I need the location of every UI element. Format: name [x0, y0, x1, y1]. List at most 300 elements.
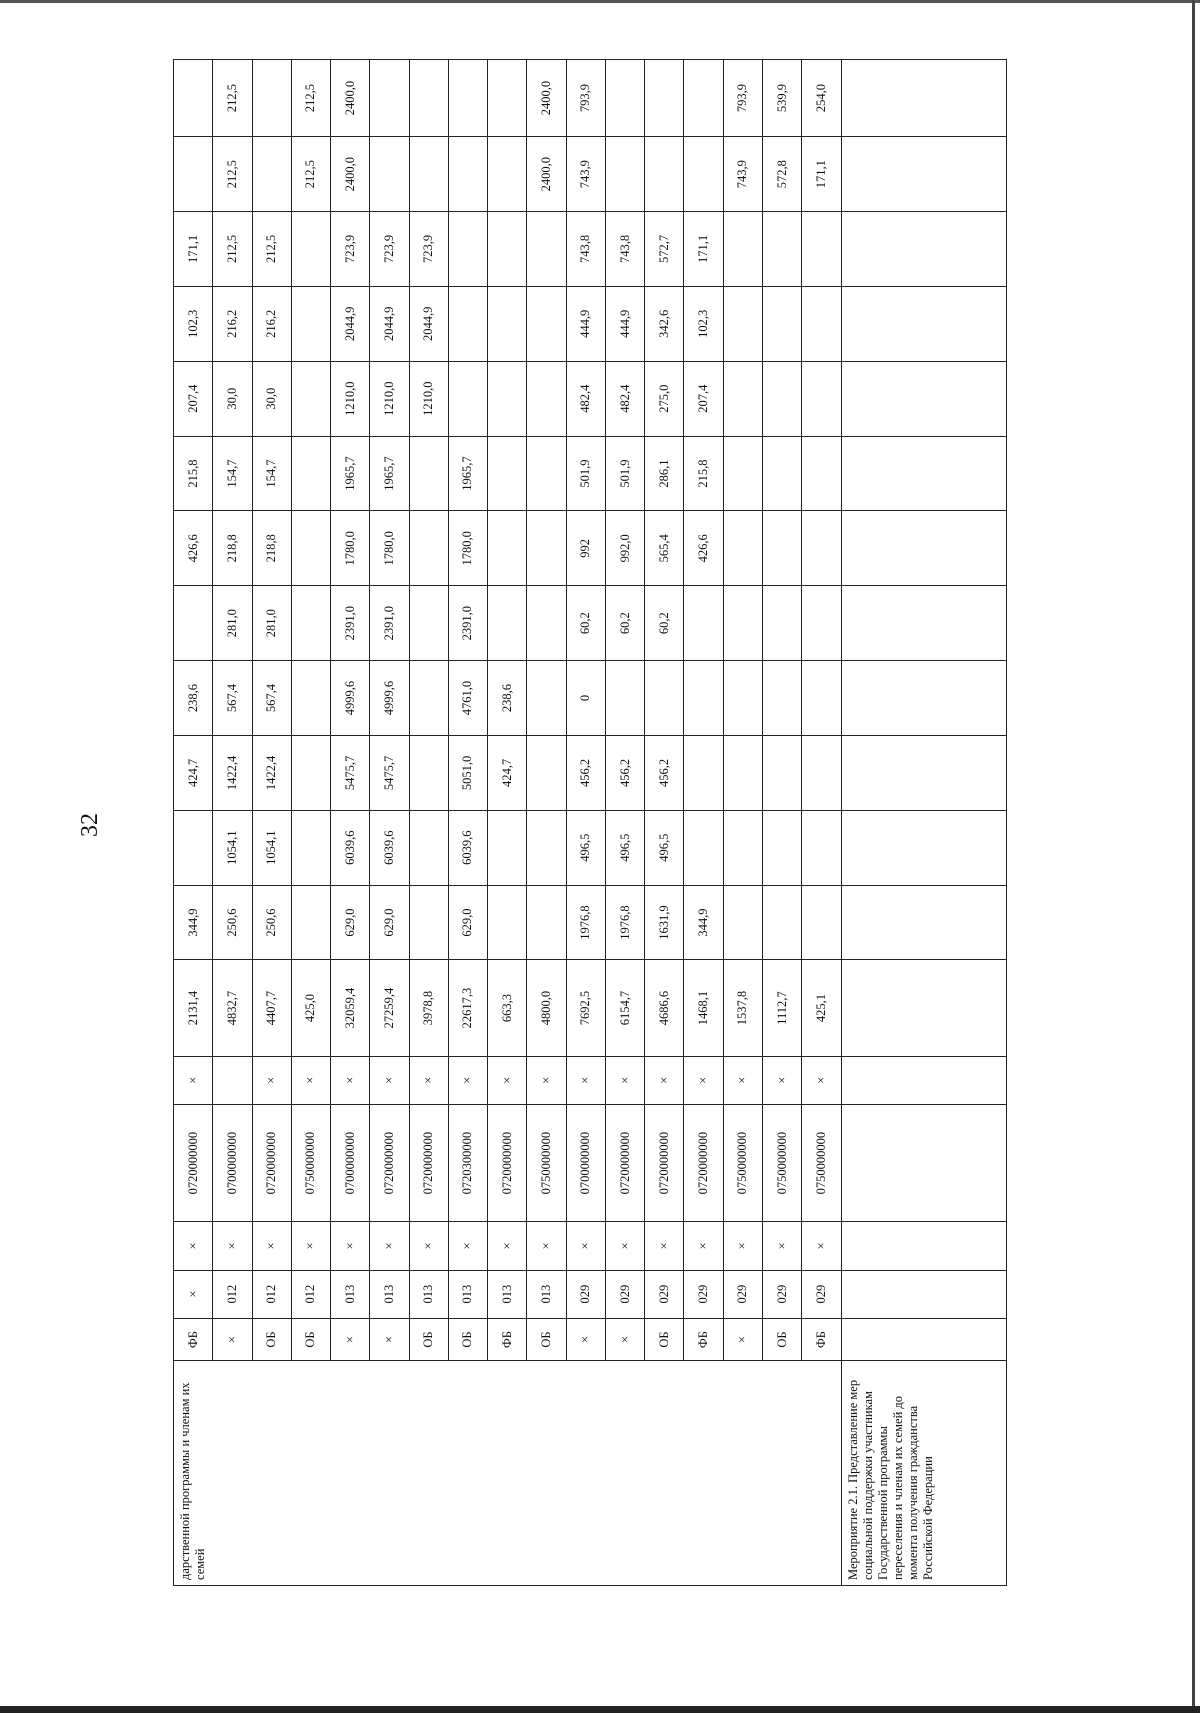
table-cell: ФБ	[174, 1318, 213, 1361]
table-cell: 029	[645, 1270, 684, 1318]
table-cell: 1976,8	[566, 885, 605, 960]
table-cell	[723, 436, 762, 511]
table-cell: ОБ	[762, 1318, 801, 1361]
table-cell	[762, 810, 801, 885]
table-cell	[684, 60, 723, 137]
table-cell: 0720000000	[605, 1104, 644, 1222]
table-cell	[527, 361, 566, 436]
table-cell: 5051,0	[448, 735, 487, 810]
table-cell: 5475,7	[331, 735, 370, 810]
table-cell	[409, 137, 448, 212]
table-cell	[762, 511, 801, 586]
table-cell: 4686,6	[645, 960, 684, 1056]
table-cell	[723, 286, 762, 361]
table-cell: 2391,0	[331, 586, 370, 661]
table-cell	[762, 661, 801, 736]
table-cell: 456,2	[645, 735, 684, 810]
rotated-table-wrapper	[173, 59, 1007, 1586]
table-cell	[802, 361, 841, 436]
table-cell: 013	[409, 1270, 448, 1318]
table-cell: ×	[605, 1318, 644, 1361]
table-cell: 013	[527, 1270, 566, 1318]
empty-cell	[841, 1104, 1006, 1222]
table-cell	[723, 511, 762, 586]
table-cell	[291, 586, 330, 661]
table-cell: 250,6	[213, 885, 252, 960]
table-cell: 0750000000	[762, 1104, 801, 1222]
table-cell	[409, 586, 448, 661]
table-cell: 0720000000	[684, 1104, 723, 1222]
table-cell: ×	[684, 1056, 723, 1104]
table-cell: ×	[291, 1056, 330, 1104]
table-cell: 344,9	[684, 885, 723, 960]
table-cell: 012	[252, 1270, 291, 1318]
table-cell: 992,0	[605, 511, 644, 586]
table-cell	[213, 1056, 252, 1104]
table-cell	[291, 885, 330, 960]
empty-cell	[841, 885, 1006, 960]
table-cell: 012	[213, 1270, 252, 1318]
table-cell: 1780,0	[370, 511, 409, 586]
table-cell: ×	[605, 1222, 644, 1270]
table-cell	[291, 436, 330, 511]
table-cell: 6154,7	[605, 960, 644, 1056]
table-cell: 6039,6	[331, 810, 370, 885]
table-cell	[527, 661, 566, 736]
table-cell: ×	[331, 1056, 370, 1104]
table-cell: ×	[448, 1222, 487, 1270]
table-row	[370, 60, 409, 1586]
table-cell: 216,2	[252, 286, 291, 361]
table-cell: ×	[174, 1222, 213, 1270]
table-cell: ×	[174, 1056, 213, 1104]
table-cell	[488, 212, 527, 287]
table-cell: 496,5	[566, 810, 605, 885]
table-cell: 1965,7	[370, 436, 409, 511]
table-cell: 171,1	[684, 212, 723, 287]
table-cell: 456,2	[605, 735, 644, 810]
table-cell: 029	[802, 1270, 841, 1318]
table-cell: 212,5	[291, 60, 330, 137]
table-cell	[370, 137, 409, 212]
scan-edge-bottom	[0, 1706, 1200, 1713]
empty-cell	[841, 960, 1006, 1056]
program-name-cell: дарственной программы и членам их семей	[174, 1361, 842, 1586]
table-cell	[802, 586, 841, 661]
table-cell: 029	[762, 1270, 801, 1318]
table-cell: 029	[566, 1270, 605, 1318]
table-cell: 4761,0	[448, 661, 487, 736]
table-row	[331, 60, 370, 1586]
table-cell: ×	[723, 1318, 762, 1361]
page-number: 32	[77, 813, 103, 837]
table-cell	[488, 361, 527, 436]
table-cell: 029	[605, 1270, 644, 1318]
table-cell: ОБ	[291, 1318, 330, 1361]
table-cell	[605, 60, 644, 137]
table-cell	[448, 137, 487, 212]
table-cell: ×	[527, 1222, 566, 1270]
table-cell	[723, 661, 762, 736]
table-cell: ОБ	[645, 1318, 684, 1361]
empty-cell	[841, 810, 1006, 885]
table-cell	[527, 212, 566, 287]
table-cell: 1210,0	[409, 361, 448, 436]
table-cell: 539,9	[762, 60, 801, 137]
table-cell: ×	[645, 1056, 684, 1104]
table-cell: 171,1	[802, 137, 841, 212]
table-cell: ×	[762, 1056, 801, 1104]
table-cell	[723, 586, 762, 661]
table-cell	[684, 586, 723, 661]
table-cell	[527, 735, 566, 810]
table-cell	[802, 436, 841, 511]
table-cell	[448, 361, 487, 436]
table-cell: 1976,8	[605, 885, 644, 960]
table-cell	[174, 137, 213, 212]
table-cell: ×	[802, 1222, 841, 1270]
table-cell: ×	[684, 1222, 723, 1270]
table-cell: ×	[723, 1222, 762, 1270]
table-cell: 565,4	[645, 511, 684, 586]
table-cell: 0720000000	[252, 1104, 291, 1222]
table-cell	[409, 810, 448, 885]
table-cell	[762, 361, 801, 436]
table-cell	[723, 735, 762, 810]
table-cell	[645, 60, 684, 137]
table-cell: 424,7	[488, 735, 527, 810]
table-cell: ×	[213, 1222, 252, 1270]
table-cell	[527, 810, 566, 885]
table-cell: 2400,0	[331, 60, 370, 137]
table-cell: ×	[645, 1222, 684, 1270]
table-cell: 60,2	[645, 586, 684, 661]
table-cell	[291, 735, 330, 810]
empty-cell	[841, 1056, 1006, 1104]
empty-cell	[841, 60, 1006, 137]
table-cell: 212,5	[213, 137, 252, 212]
table-cell	[762, 586, 801, 661]
table-row	[684, 60, 723, 1586]
table-cell: ×	[448, 1056, 487, 1104]
table-cell: ×	[488, 1222, 527, 1270]
table-cell	[684, 810, 723, 885]
table-cell: 743,8	[605, 212, 644, 287]
table-cell: 4999,6	[331, 661, 370, 736]
table-cell: 4407,7	[252, 960, 291, 1056]
table-row	[723, 60, 762, 1586]
table-cell: 1054,1	[252, 810, 291, 885]
table-cell: ×	[566, 1222, 605, 1270]
table-cell: 216,2	[213, 286, 252, 361]
table-cell: 793,9	[723, 60, 762, 137]
table-cell: 2044,9	[370, 286, 409, 361]
table-cell: ×	[331, 1222, 370, 1270]
table-cell: 501,9	[566, 436, 605, 511]
table-cell: 723,9	[331, 212, 370, 287]
table-cell: ×	[252, 1056, 291, 1104]
table-cell: 0700000000	[213, 1104, 252, 1222]
table-row	[488, 60, 527, 1586]
table-cell	[488, 436, 527, 511]
table-cell: 6039,6	[370, 810, 409, 885]
table-cell: 1965,7	[331, 436, 370, 511]
table-cell: 013	[488, 1270, 527, 1318]
table-cell	[409, 661, 448, 736]
table-cell	[370, 60, 409, 137]
table-cell: 60,2	[605, 586, 644, 661]
empty-cell	[841, 1318, 1006, 1361]
table-cell: 743,9	[723, 137, 762, 212]
table-cell: 7692,5	[566, 960, 605, 1056]
table-cell: 5475,7	[370, 735, 409, 810]
table-cell: ×	[331, 1318, 370, 1361]
empty-cell	[841, 137, 1006, 212]
empty-cell	[841, 361, 1006, 436]
table-cell: 2391,0	[370, 586, 409, 661]
empty-cell	[841, 286, 1006, 361]
budget-table	[173, 59, 1007, 1586]
table-cell: ×	[291, 1222, 330, 1270]
table-cell: 743,9	[566, 137, 605, 212]
table-cell: 154,7	[213, 436, 252, 511]
table-cell	[488, 511, 527, 586]
table-row	[527, 60, 566, 1586]
table-cell: 171,1	[174, 212, 213, 287]
table-cell: ×	[252, 1222, 291, 1270]
table-cell: 629,0	[370, 885, 409, 960]
table-cell	[448, 60, 487, 137]
table-cell: 743,8	[566, 212, 605, 287]
table-cell	[762, 212, 801, 287]
table-cell	[252, 137, 291, 212]
table-cell	[802, 286, 841, 361]
table-cell: 1780,0	[448, 511, 487, 586]
table-cell	[802, 212, 841, 287]
table-cell	[448, 286, 487, 361]
table-cell: 238,6	[488, 661, 527, 736]
table-cell: ×	[409, 1222, 448, 1270]
empty-cell	[841, 586, 1006, 661]
table-cell	[802, 511, 841, 586]
table-cell: 723,9	[409, 212, 448, 287]
table-cell: 3978,8	[409, 960, 448, 1056]
table-cell: 426,6	[684, 511, 723, 586]
table-row-measure	[841, 60, 1006, 1586]
table-cell: 2400,0	[331, 137, 370, 212]
table-cell: 342,6	[645, 286, 684, 361]
table-row	[645, 60, 684, 1586]
table-cell: 286,1	[645, 436, 684, 511]
table-cell	[527, 586, 566, 661]
table-cell: ФБ	[684, 1318, 723, 1361]
table-cell: ×	[370, 1222, 409, 1270]
table-cell	[723, 810, 762, 885]
table-cell: 30,0	[213, 361, 252, 436]
table-cell	[291, 361, 330, 436]
table-row	[174, 60, 213, 1586]
table-cell: 344,9	[174, 885, 213, 960]
table-cell: 207,4	[684, 361, 723, 436]
table-cell: ×	[370, 1056, 409, 1104]
table-cell	[645, 137, 684, 212]
table-cell: 32059,4	[331, 960, 370, 1056]
table-cell: ×	[802, 1056, 841, 1104]
table-cell: 572,8	[762, 137, 801, 212]
table-cell: ФБ	[488, 1318, 527, 1361]
table-row	[409, 60, 448, 1586]
table-cell	[409, 436, 448, 511]
table-cell: 0720000000	[174, 1104, 213, 1222]
empty-cell	[841, 735, 1006, 810]
table-cell	[174, 810, 213, 885]
table-cell: 1537,8	[723, 960, 762, 1056]
table-cell	[762, 286, 801, 361]
table-cell: 444,9	[566, 286, 605, 361]
table-cell: 27259,4	[370, 960, 409, 1056]
table-cell	[527, 286, 566, 361]
table-cell: 0720000000	[488, 1104, 527, 1222]
table-cell: 102,3	[174, 286, 213, 361]
table-row	[213, 60, 252, 1586]
table-cell: ×	[488, 1056, 527, 1104]
table-cell: ОБ	[409, 1318, 448, 1361]
table-cell	[291, 810, 330, 885]
table-cell	[684, 735, 723, 810]
table-cell	[174, 60, 213, 137]
empty-cell	[841, 661, 1006, 736]
table-cell	[605, 661, 644, 736]
table-cell	[762, 735, 801, 810]
table-cell: ×	[409, 1056, 448, 1104]
table-cell: 2131,4	[174, 960, 213, 1056]
table-cell: 572,7	[645, 212, 684, 287]
table-cell: 0720300000	[448, 1104, 487, 1222]
table-cell: 0720000000	[409, 1104, 448, 1222]
table-cell	[527, 511, 566, 586]
table-cell	[409, 60, 448, 137]
table-cell	[762, 436, 801, 511]
table-cell: 793,9	[566, 60, 605, 137]
table-cell: 275,0	[645, 361, 684, 436]
table-cell	[488, 137, 527, 212]
table-cell	[527, 885, 566, 960]
table-cell: 215,8	[684, 436, 723, 511]
table-cell: 723,9	[370, 212, 409, 287]
table-cell: 4999,6	[370, 661, 409, 736]
table-cell: 1422,4	[213, 735, 252, 810]
table-row	[605, 60, 644, 1586]
table-cell: 496,5	[645, 810, 684, 885]
table-cell: 218,8	[252, 511, 291, 586]
table-cell: 0720000000	[645, 1104, 684, 1222]
table-cell: 567,4	[213, 661, 252, 736]
table-cell	[488, 885, 527, 960]
table-cell: ОБ	[448, 1318, 487, 1361]
table-cell: 2400,0	[527, 137, 566, 212]
table-row	[252, 60, 291, 1586]
table-cell: 2044,9	[409, 286, 448, 361]
table-cell: 1631,9	[645, 885, 684, 960]
table-cell: 1780,0	[331, 511, 370, 586]
table-cell	[802, 661, 841, 736]
table-cell	[409, 511, 448, 586]
table-cell	[802, 885, 841, 960]
table-cell: ×	[762, 1222, 801, 1270]
table-cell: 426,6	[174, 511, 213, 586]
table-cell: 0720000000	[370, 1104, 409, 1222]
table-cell: 4832,7	[213, 960, 252, 1056]
table-cell	[174, 586, 213, 661]
table-cell: 102,3	[684, 286, 723, 361]
table-cell: 013	[370, 1270, 409, 1318]
table-cell: 1210,0	[331, 361, 370, 436]
table-cell: ×	[370, 1318, 409, 1361]
table-row	[566, 60, 605, 1586]
table-cell: 501,9	[605, 436, 644, 511]
table-body	[174, 60, 1007, 1586]
scan-edge-right	[1192, 0, 1195, 1713]
table-cell	[527, 436, 566, 511]
table-cell: 212,5	[213, 212, 252, 287]
table-cell: 444,9	[605, 286, 644, 361]
table-cell: 1112,7	[762, 960, 801, 1056]
table-cell: 029	[684, 1270, 723, 1318]
table-cell: 425,1	[802, 960, 841, 1056]
table-cell: 6039,6	[448, 810, 487, 885]
table-cell: 254,0	[802, 60, 841, 137]
table-cell	[291, 511, 330, 586]
table-cell: 456,2	[566, 735, 605, 810]
empty-cell	[841, 212, 1006, 287]
table-cell	[409, 735, 448, 810]
table-cell: 0750000000	[291, 1104, 330, 1222]
table-cell: 2044,9	[331, 286, 370, 361]
table-cell: 212,5	[291, 137, 330, 212]
table-cell: 425,0	[291, 960, 330, 1056]
empty-cell	[841, 436, 1006, 511]
table-cell: 0	[566, 661, 605, 736]
table-cell	[291, 286, 330, 361]
table-cell: 482,4	[566, 361, 605, 436]
table-cell: 567,4	[252, 661, 291, 736]
table-row	[448, 60, 487, 1586]
table-cell: 1965,7	[448, 436, 487, 511]
table-cell	[723, 212, 762, 287]
scan-edge-top	[0, 0, 1200, 3]
table-cell: ФБ	[802, 1318, 841, 1361]
table-cell: ×	[566, 1318, 605, 1361]
table-cell	[802, 735, 841, 810]
table-cell	[605, 137, 644, 212]
table-cell	[252, 60, 291, 137]
empty-cell	[841, 1222, 1006, 1270]
table-cell: ОБ	[252, 1318, 291, 1361]
table-cell: 0700000000	[566, 1104, 605, 1222]
table-cell: 1422,4	[252, 735, 291, 810]
table-cell: 482,4	[605, 361, 644, 436]
table-cell: ×	[174, 1270, 213, 1318]
table-cell: 4800,0	[527, 960, 566, 1056]
table-cell: 1468,1	[684, 960, 723, 1056]
table-row	[291, 60, 330, 1586]
table-cell	[645, 661, 684, 736]
table-cell: 0750000000	[723, 1104, 762, 1222]
table-cell: 281,0	[213, 586, 252, 661]
table-cell: 1210,0	[370, 361, 409, 436]
table-cell: 215,8	[174, 436, 213, 511]
table-cell: 281,0	[252, 586, 291, 661]
